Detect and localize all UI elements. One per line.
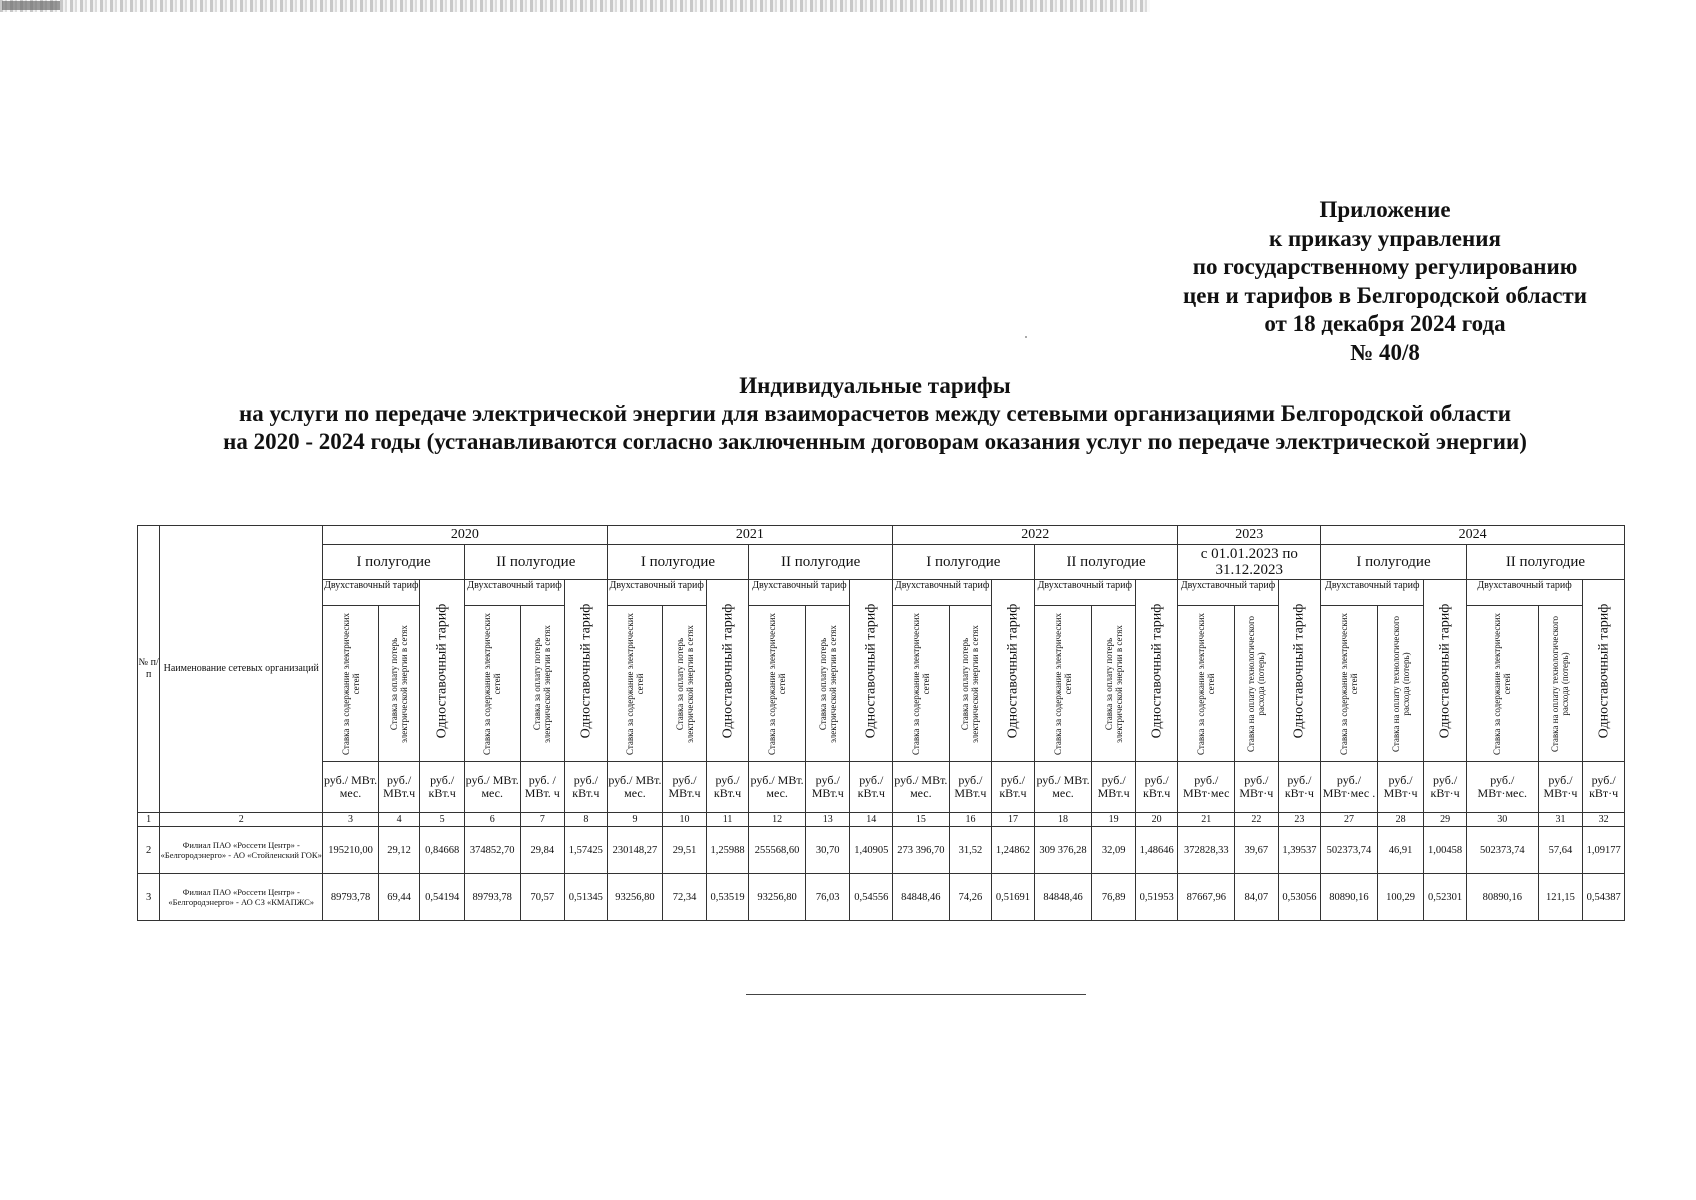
twopart-header: Двухставочный тариф [1034,580,1135,606]
unit-cell: руб./ МВт·мес. [1466,762,1538,813]
single-rate-header [1135,580,1178,762]
column-number: 13 [805,813,850,827]
rate-subheader [520,606,565,762]
rate-subheader-wrap [1378,606,1424,761]
rate-subheader-label: Ставка за оплату потерь электрической энергии в сетях [960,624,981,743]
title-line-1: Индивидуальные тарифы [739,373,1011,398]
tariff-value: 1,09177 [1583,827,1625,874]
rate-subheader-label: Ставка за оплату потерь электрической энергии в сетях [389,624,410,743]
single-rate-wrap [565,581,607,761]
rate-subheader-wrap [1539,606,1583,761]
single-rate-wrap [1424,581,1466,761]
single-rate-header [706,580,749,762]
tariff-value: 70,57 [520,874,565,921]
unit-cell: руб./ кВт·ч [1424,762,1467,813]
header-row-halves [138,545,1625,580]
single-rate-wrap [850,581,892,761]
column-number: 23 [1278,813,1321,827]
tariff-value: 46,91 [1377,827,1424,874]
column-number: 22 [1235,813,1279,827]
unit-cell: руб./ МВт. мес. [464,762,520,813]
tariff-value: 0,53056 [1278,874,1321,921]
rate-subheader-wrap [1178,606,1234,761]
tariff-value: 502373,74 [1321,827,1378,874]
rate-subheader-label: Ставка за содержание электрических сетей [340,612,361,755]
rate-subheader-wrap [806,606,850,761]
single-rate-header [1583,580,1625,762]
unit-cell: руб./ кВт.ч [850,762,893,813]
rate-subheader [749,606,806,762]
unit-cell: руб./ МВт. мес. [749,762,806,813]
rate-subheader [949,606,992,762]
title-line-3: на 2020 - 2024 годы (устанавливаются согласно заключенным договорам оказания услуг по передаче электрической энергии) [223,429,1527,454]
tariff-value: 0,54556 [850,874,893,921]
unit-cell: руб./ МВт·ч [1235,762,1279,813]
tariff-value: 1,25988 [706,827,749,874]
rate-subheader-wrap [1035,606,1092,761]
rate-subheader-wrap [950,606,992,761]
tariff-value: 1,24862 [992,827,1035,874]
rate-subheader-wrap [521,606,565,761]
rate-subheader-label: Ставка на оплату технологического расхода (потерь) [1246,615,1267,752]
org-name: Филиал ПАО «Россети Центр» - «Белгородэнерго» - АО СЗ «КМАПЖС» [160,874,323,921]
tariff-value: 372828,33 [1178,827,1235,874]
title-line-2: на услуги по передаче электрической энергии для взаиморасчетов между сетевыми организациями Белгородской области [239,401,1511,426]
header-number: № п/п [138,526,160,813]
rate-subheader-label: Ставка за содержание электрических сетей [1196,612,1217,755]
rate-subheader [607,606,663,762]
column-number: 4 [378,813,419,827]
single-rate-label: Одноставочный тариф [1291,603,1307,738]
appendix-line: Приложение [1319,197,1451,222]
year-header: 2021 [607,526,892,545]
tariff-value: 80890,16 [1466,874,1538,921]
rate-subheader-label: Ставка за оплату потерь электрической энергии в сетях [674,624,695,743]
tariff-value: 0,51691 [992,874,1035,921]
tariff-value: 31,52 [949,827,992,874]
column-number: 2 [160,813,323,827]
tariff-value: 374852,70 [464,827,520,874]
rate-subheader-label: Ставка за содержание электрических сетей [910,612,931,755]
single-rate-header [992,580,1035,762]
rate-subheader-wrap [1321,606,1377,761]
table-row [138,874,1625,921]
tariff-value: 80890,16 [1321,874,1378,921]
rate-subheader-label: Ставка за содержание электрических сетей [1053,612,1074,755]
rate-subheader [893,606,950,762]
unit-cell: руб./ кВт.ч [565,762,608,813]
column-number: 29 [1424,813,1467,827]
tariff-value: 0,54194 [420,874,465,921]
rate-subheader-label: Ставка за содержание электрических сетей [624,612,645,755]
rate-subheader-label: Ставка за содержание электрических сетей [482,612,503,755]
tariff-value: 273 396,70 [893,827,950,874]
single-rate-header [1424,580,1467,762]
single-rate-label: Одноставочный тариф [720,603,736,738]
rate-subheader [1034,606,1092,762]
tariff-value: 69,44 [378,874,419,921]
tariff-value: 0,51345 [565,874,608,921]
rate-subheader-label: Ставка за оплату потерь электрической энергии в сетях [1103,624,1124,743]
twopart-header: Двухставочный тариф [323,580,420,606]
column-number: 11 [706,813,749,827]
single-rate-label: Одноставочный тариф [1005,603,1021,738]
appendix-line: к приказу управления [1269,225,1501,251]
tariff-value: 93256,80 [749,874,806,921]
rate-subheader-label: Ставка на оплату технологического расхода (потерь) [1550,615,1571,752]
tariff-value: 0,51953 [1135,874,1178,921]
unit-cell: руб./ МВт.ч [663,762,707,813]
tariff-value: 29,51 [663,827,707,874]
period-header: II полугодие [749,545,893,580]
period-header: с 01.01.2023 по 31.12.2023 [1178,545,1321,580]
rate-subheader-label: Ставка за содержание электрических сетей [1492,612,1513,755]
rate-subheader [1538,606,1583,762]
column-number: 12 [749,813,806,827]
column-number: 27 [1321,813,1378,827]
tariff-value: 0,53519 [706,874,749,921]
rate-subheader-wrap [1235,606,1278,761]
single-rate-header [565,580,608,762]
single-rate-wrap [420,581,464,761]
tariff-value: 39,67 [1235,827,1279,874]
year-header: 2024 [1321,526,1625,545]
single-rate-wrap [707,581,749,761]
org-name: Филиал ПАО «Россети Центр» - «Белгородэнерго» - АО «Стойленский ГОК» [160,827,323,874]
column-number: 20 [1135,813,1178,827]
column-number: 15 [893,813,950,827]
unit-cell: руб./ МВт. мес. [893,762,950,813]
tariff-value: 84848,46 [893,874,950,921]
column-number: 19 [1092,813,1136,827]
twopart-header: Двухставочный тариф [1466,580,1582,606]
scan-artifact-strip [0,0,1150,12]
rate-subheader [1321,606,1378,762]
column-number: 18 [1034,813,1092,827]
column-number: 17 [992,813,1035,827]
tariff-value: 57,64 [1538,827,1583,874]
year-header: 2020 [323,526,607,545]
rate-subheader-wrap [323,606,378,761]
column-number: 9 [607,813,663,827]
twopart-header: Двухставочный тариф [1321,580,1424,606]
period-header: II полугодие [1466,545,1624,580]
single-rate-label: Одноставочный тариф [863,603,879,738]
rate-subheader [663,606,707,762]
single-rate-label: Одноставочный тариф [578,603,594,738]
rate-subheader [464,606,520,762]
rate-subheader [323,606,379,762]
unit-cell: руб./ кВт·ч [1278,762,1321,813]
header-row-units [138,762,1625,813]
tariff-value: 195210,00 [323,827,379,874]
column-number: 21 [1178,813,1235,827]
year-header: 2022 [893,526,1178,545]
table-row [138,827,1625,874]
single-rate-label: Одноставочный тариф [434,603,450,738]
row-number: 3 [138,874,160,921]
unit-cell: руб./ МВт.ч [1092,762,1136,813]
tariff-value: 255568,60 [749,827,806,874]
twopart-header: Двухставочный тариф [1178,580,1278,606]
tariff-value: 93256,80 [607,874,663,921]
rate-subheader-label: Ставка за оплату потерь электрической энергии в сетях [532,624,553,743]
unit-cell: руб./ кВт.ч [420,762,465,813]
tariff-value: 30,70 [805,827,850,874]
appendix-line: по государственному регулированию [1192,254,1578,279]
period-header: I полугодие [1321,545,1467,580]
tariff-value: 100,29 [1377,874,1424,921]
unit-cell: руб./ МВт·мес . [1321,762,1378,813]
rate-subheader-wrap [893,606,949,761]
tariff-value: 76,89 [1092,874,1136,921]
appendix-line: цен и тарифов в Белгородской области [1183,282,1587,308]
rate-subheader [1235,606,1279,762]
rate-subheader-wrap [749,606,805,761]
signature-divider [746,994,1086,995]
unit-cell: руб./ МВт·ч [1538,762,1583,813]
rate-subheader [1466,606,1538,762]
rate-subheader-label: Ставка за содержание электрических сетей [1338,612,1359,755]
appendix-line: от 18 декабря 2024 года [1264,311,1506,336]
unit-cell: руб./ МВт·мес [1178,762,1235,813]
tariff-value: 1,40905 [850,827,893,874]
period-header: I полугодие [323,545,465,580]
tariff-value: 0,54387 [1583,874,1625,921]
rate-subheader [1092,606,1136,762]
unit-cell: руб./ МВт. мес. [607,762,663,813]
unit-cell: руб./ МВт.ч [949,762,992,813]
row-number: 2 [138,827,160,874]
unit-cell: руб./ кВт.ч [706,762,749,813]
single-rate-label: Одноставочный тариф [1437,603,1453,738]
header-row-column-numbers [138,813,1625,827]
unit-cell: руб./ кВт.ч [1135,762,1178,813]
rate-subheader-label: Ставка за оплату потерь электрической энергии в сетях [817,624,838,743]
tariff-value: 1,00458 [1424,827,1467,874]
rate-subheader [805,606,850,762]
rate-subheader-label: Ставка за содержание электрических сетей [767,612,788,755]
rate-subheader [378,606,419,762]
tariff-value: 1,57425 [565,827,608,874]
twopart-header: Двухставочный тариф [607,580,706,606]
twopart-header: Двухставочный тариф [464,580,564,606]
unit-cell: руб./ МВт.ч [805,762,850,813]
unit-cell: руб./ МВт.ч [378,762,419,813]
column-number: 3 [323,813,379,827]
tariff-value: 0,84668 [420,827,465,874]
appendix-block [1150,196,1620,367]
rate-subheader-label: Ставка на оплату технологического расхода (потерь) [1390,615,1411,752]
rate-subheader-wrap [1092,606,1135,761]
tariff-value: 89793,78 [323,874,379,921]
tariff-value: 89793,78 [464,874,520,921]
column-number: 7 [520,813,565,827]
appendix-line: № 40/8 [1350,339,1420,365]
document-title [60,372,1690,456]
tariff-value: 230148,27 [607,827,663,874]
header-row-years [138,526,1625,545]
unit-cell: руб./ кВт·ч [1583,762,1625,813]
column-number: 5 [420,813,465,827]
scan-speck [1025,336,1027,338]
single-rate-header [850,580,893,762]
tariff-value: 32,09 [1092,827,1136,874]
rate-subheader [1178,606,1235,762]
single-rate-wrap [1136,581,1178,761]
year-header: 2023 [1178,526,1321,545]
column-number: 8 [565,813,608,827]
header-row-twopart [138,580,1625,606]
tariff-value: 502373,74 [1466,827,1538,874]
tariff-value: 84,07 [1235,874,1279,921]
tariffs-table [137,525,1625,921]
column-number: 14 [850,813,893,827]
period-header: II полугодие [464,545,607,580]
twopart-header: Двухставочный тариф [893,580,992,606]
rate-subheader-wrap [379,606,419,761]
rate-subheader-wrap [608,606,663,761]
unit-cell: руб./ МВт. мес. [1034,762,1092,813]
unit-cell: руб./ МВт·ч [1377,762,1424,813]
single-rate-wrap [1583,581,1624,761]
unit-cell: руб. /МВт. ч [520,762,565,813]
column-number: 28 [1377,813,1424,827]
rate-subheader-wrap [1467,606,1538,761]
rate-subheader-wrap [663,606,706,761]
tariff-value: 1,39537 [1278,827,1321,874]
period-header: II полугодие [1034,545,1178,580]
single-rate-wrap [1279,581,1321,761]
tariff-value: 29,12 [378,827,419,874]
column-number: 31 [1538,813,1583,827]
column-number: 30 [1466,813,1538,827]
single-rate-label: Одноставочный тариф [1149,603,1165,738]
twopart-header: Двухставочный тариф [749,580,850,606]
single-rate-header [1278,580,1321,762]
tariff-value: 1,48646 [1135,827,1178,874]
single-rate-wrap [992,581,1034,761]
tariff-value: 0,52301 [1424,874,1467,921]
header-org-name: Наименование сетевых организаций [160,526,323,813]
tariff-value: 121,15 [1538,874,1583,921]
column-number: 10 [663,813,707,827]
column-number: 6 [464,813,520,827]
tariff-value: 72,34 [663,874,707,921]
single-rate-label: Одноставочный тариф [1596,603,1612,738]
tariff-value: 74,26 [949,874,992,921]
rate-subheader [1377,606,1424,762]
tariff-value: 29,84 [520,827,565,874]
period-header: I полугодие [893,545,1035,580]
single-rate-header [420,580,465,762]
tariff-value: 309 376,28 [1034,827,1092,874]
column-number: 32 [1583,813,1625,827]
column-number: 1 [138,813,160,827]
rate-subheader-wrap [465,606,520,761]
tariff-value: 76,03 [805,874,850,921]
unit-cell: руб./ МВт. мес. [323,762,379,813]
unit-cell: руб./ кВт.ч [992,762,1035,813]
scan-artifact-mark [2,1,60,10]
tariff-value: 84848,46 [1034,874,1092,921]
period-header: I полугодие [607,545,749,580]
tariff-value: 87667,96 [1178,874,1235,921]
column-number: 16 [949,813,992,827]
